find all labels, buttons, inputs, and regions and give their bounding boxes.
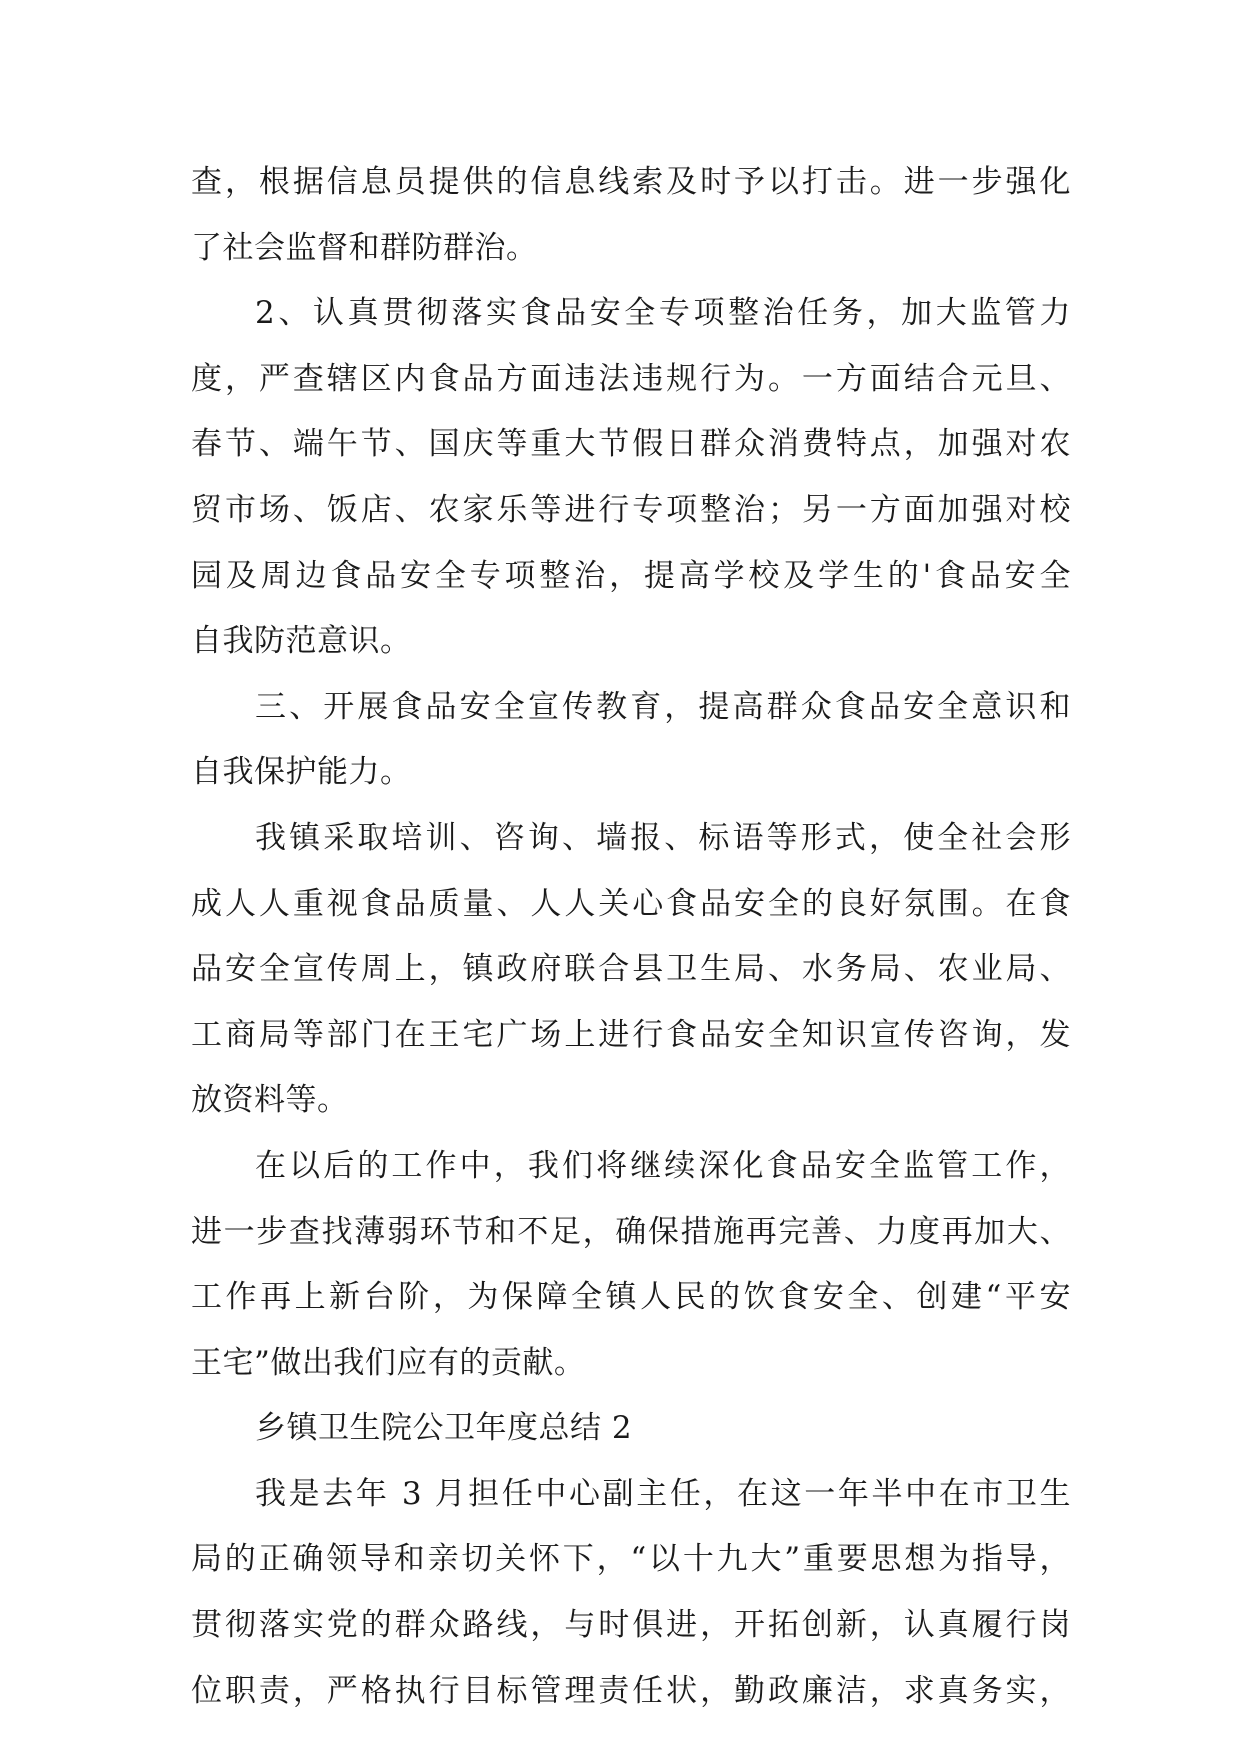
text-line: 查，根据信息员提供的信息线索及时予以打击。进一步强化 xyxy=(191,164,1071,200)
text-line: 在以后的工作中，我们将继续深化食品安全监管工作， xyxy=(255,1147,1071,1184)
text-line: 工作再上新台阶，为保障全镇人民的饮食安全、创建“平安 xyxy=(191,1279,1071,1316)
text-line: 了社会监督和群防群治。 xyxy=(191,229,538,266)
text-line: 工商局等部门在王宅广场上进行食品安全知识宣传咨询，发 xyxy=(191,1016,1071,1053)
text-line: 自我防范意识。 xyxy=(191,623,412,660)
text-line: 度，严查辖区内食品方面违法违规行为。一方面结合元旦、 xyxy=(191,360,1071,397)
text-line: 位职责，严格执行目标管理责任状，勤政廉洁，求真务实， xyxy=(191,1672,1071,1709)
text-line: 贯彻落实党的群众路线，与时俱进，开拓创新，认真履行岗 xyxy=(191,1607,1071,1644)
text-line: 我是去年 3 月担任中心副主任，在这一年半中在市卫生 xyxy=(255,1475,1071,1512)
text-line: 进一步查找薄弱环节和不足，确保措施再完善、力度再加大、 xyxy=(191,1213,1071,1250)
text-line: 成人人重视食品质量、人人关心食品安全的良好氛围。在食 xyxy=(191,885,1071,922)
text-line: 2、认真贯彻落实食品安全专项整治任务，加大监管力 xyxy=(255,295,1071,332)
section-title: 乡镇卫生院公卫年度总结 2 xyxy=(255,1410,633,1447)
text-line: 局的正确领导和亲切关怀下，“以十九大”重要思想为指导， xyxy=(191,1541,1071,1578)
section-heading: 三、开展食品安全宣传教育，提高群众食品安全意识和 xyxy=(255,688,1071,725)
text-line: 我镇采取培训、咨询、墙报、标语等形式，使全社会形 xyxy=(255,819,1071,856)
text-line: 春节、端午节、国庆等重大节假日群众消费特点，加强对农 xyxy=(191,426,1071,463)
text-line: 园及周边食品安全专项整治，提高学校及学生的'食品安全 xyxy=(191,557,1071,594)
text-line: 放资料等。 xyxy=(191,1082,349,1119)
text-line: 品安全宣传周上，镇政府联合县卫生局、水务局、农业局、 xyxy=(191,951,1071,988)
text-line: 贸市场、饭店、农家乐等进行专项整治；另一方面加强对校 xyxy=(191,491,1071,528)
text-line: 自我保护能力。 xyxy=(191,754,412,791)
text-line: 王宅”做出我们应有的贡献。 xyxy=(191,1344,586,1381)
document-body xyxy=(191,150,1071,1724)
